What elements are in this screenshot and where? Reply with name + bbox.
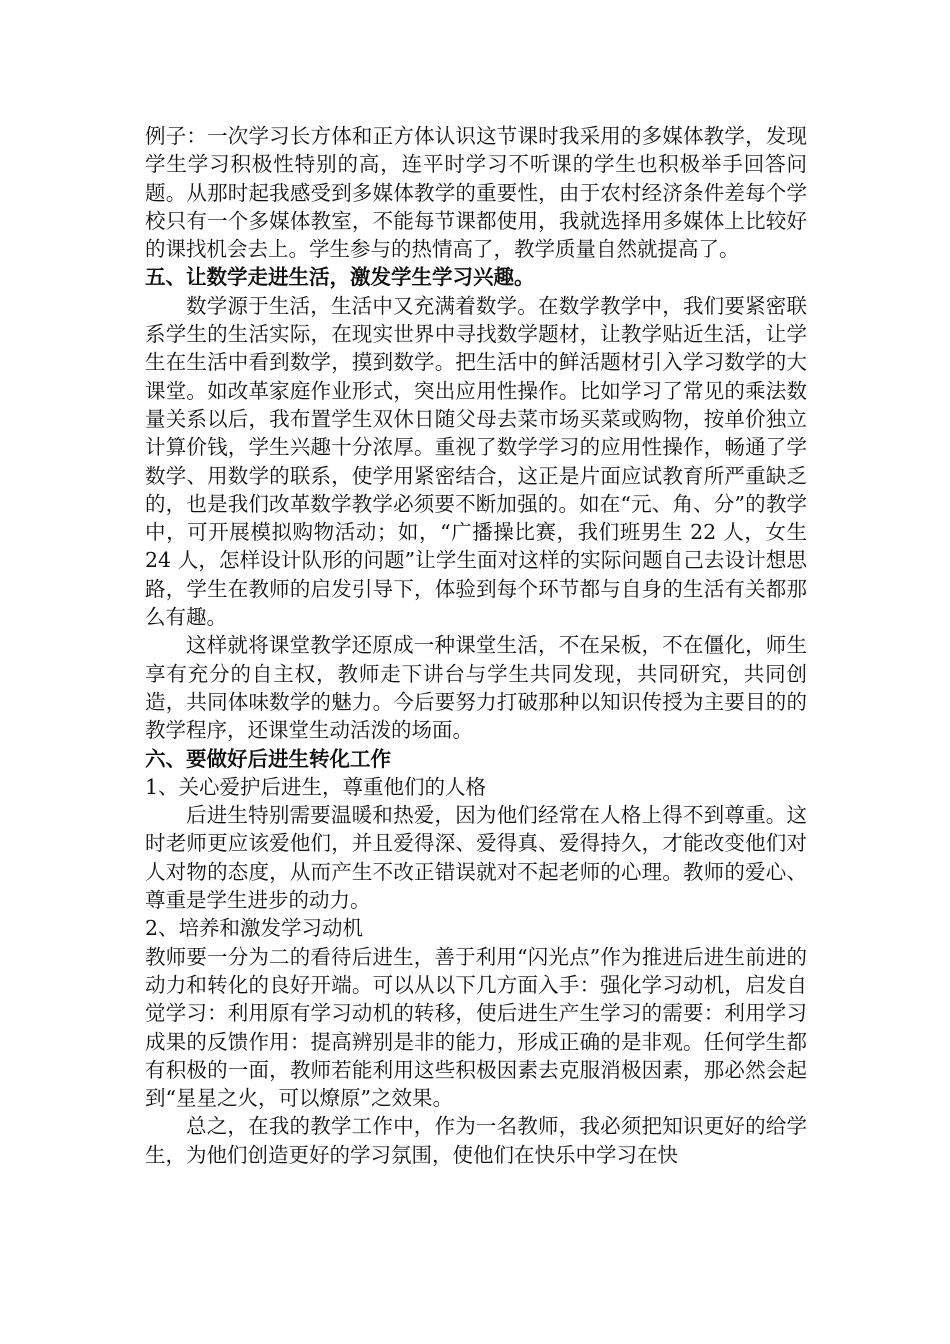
subheading-2: 2、培养和激发学习动机 [145, 916, 364, 941]
document-page [145, 122, 807, 1169]
paragraph-care-students: 后进生特别需要温暖和热爱，因为他们经常在人格上得不到尊重。这时老师更应该爱他们，并且爱得深、爱得真、爱得持久，才能改变他们对人对物的态度，从而产生不改正错误就对不起老师的心理。教师的爱心、尊重是学生进步的动力。 [145, 803, 807, 913]
section-heading-5: 五、让数学走进生活，激发学生学习兴趣。 [145, 265, 535, 290]
subheading-1: 1、关心爱护后进生，尊重他们的人格 [145, 774, 487, 799]
paragraph-math-life: 数学源于生活，生活中又充满着数学。在数学教学中，我们要紧密联系学生的生活实际，在现实世界中寻找数学题材，让教学贴近生活，让学生在生活中看到数学，摸到数学。把生活中的鲜活题材引入学习数学的大课堂。如改革家庭作业形式，突出应用性操作。比如学习了常见的乘法数量关系以后，我布置学生双休日随父母去菜市场买菜或购物，按单价独立计算价钱，学生兴趣十分浓厚。重视了数学学习的应用性操作，畅通了学数学、用数学的联系，使学用紧密结合，这正是片面应试教育所严重缺乏的，也是我们改革数学教学必须要不断加强的。如在“元、角、分”的教学中，可开展模拟购物活动；如，“广播操比赛，我们班男生 22 人，女生 24 人，怎样设计队形的问题”让学生面对这样的实际问题自己去设计想思路，学生在教师的启发引导下，体验到每个环节都与自身的生活有关都那么有趣。 [145, 293, 807, 630]
section-heading-6: 六、要做好后进生转化工作 [145, 746, 391, 771]
paragraph-conclusion: 总之，在我的教学工作中，作为一名教师，我必须把知识更好的给学生，为他们创造更好的学习氛围，使他们在快乐中学习在快 [145, 1114, 807, 1167]
paragraph-multimedia-example: 例子：一次学习长方体和正方体认识这节课时我采用的多媒体教学，发现学生学习积极性特别的高，连平时学习不听课的学生也积极举手回答问题。从那时起我感受到多媒体教学的重要性，由于农村经济条件差每个学校只有一个多媒体教室，不能每节课都使用，我就选择用多媒体上比较好的课找机会去上。学生参与的热情高了，教学质量自然就提高了。 [145, 124, 807, 262]
paragraph-motivation: 教师要一分为二的看待后进生，善于利用“闪光点”作为推进后进生前进的动力和转化的良好开端。可以从以下几方面入手：强化学习动机，启发自觉学习：利用原有学习动机的转移，使后进生产生学习的需要：利用学习成果的反馈作用：提高辨别是非的能力，形成正确的是非观。任何学生都有积极的一面，教师若能利用这些积极因素去克服消极因素，那必然会起到“星星之火，可以燎原”之效果。 [145, 944, 807, 1111]
paragraph-classroom-life: 这样就将课堂教学还原成一种课堂生活，不在呆板，不在僵化，师生享有充分的自主权，教师走下讲台与学生共同发现，共同研究，共同创造，共同体味数学的魅力。今后要努力打破那种以知识传授为主要目的的教学程序，还课堂生动活泼的场面。 [145, 633, 807, 743]
